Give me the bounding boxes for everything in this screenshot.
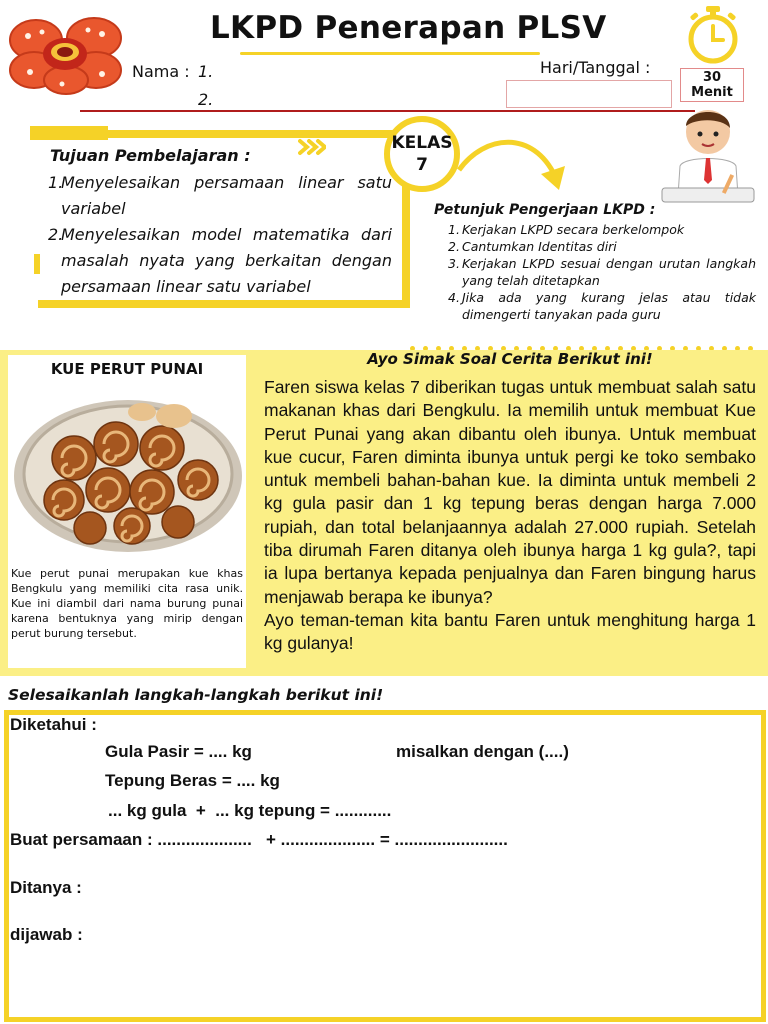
class-badge-label: KELAS <box>391 133 453 153</box>
goal-item <box>48 170 392 222</box>
goal-text: Menyelesaikan persamaan linear satu variabel <box>61 173 392 218</box>
goals-frame-tick <box>34 254 40 274</box>
instruction-number: 2. <box>448 239 460 254</box>
instruction-text: Kerjakan LKPD secara berkelompok <box>462 222 685 237</box>
known-label: Diketahui : <box>10 715 97 734</box>
goals-list <box>48 170 392 300</box>
sum-line: ... kg gula + ... kg tepung = ............ <box>108 801 392 820</box>
timer-unit: Menit <box>691 85 733 100</box>
name-line-2: 2. <box>198 90 214 109</box>
goal-number: 2. <box>48 225 64 244</box>
class-badge-number: 7 <box>416 155 428 175</box>
instruction-text: Kerjakan LKPD sesuai dengan urutan langkah yang telah ditetapkan <box>462 256 756 288</box>
flour-line: Tepung Beras = .... kg <box>105 771 280 790</box>
timer-badge <box>680 68 744 102</box>
instruction-number: 1. <box>448 222 460 237</box>
cake-basket-image <box>12 388 244 554</box>
steps-heading: Selesaikanlah langkah-langkah berikut ini! <box>8 686 384 704</box>
instruction-item <box>448 221 756 238</box>
page-title: LKPD Penerapan PLSV <box>210 10 607 46</box>
date-field[interactable] <box>506 80 672 108</box>
goals-frame-accent <box>30 126 108 140</box>
instruction-number: 3. <box>448 256 460 271</box>
story-paragraph: Faren siswa kelas 7 diberikan tugas untuk membuat salah satu makanan khas dari Bengkulu. Ia memilih untuk membuat Kue Perut Punai yang akan dibantu oleh ibunya. Untuk membuat kue cucur, Faren diminta ibunya untuk pergi ke toko sembako untuk membeli bahan-bahan kue. Ia diminta untuk membeli 2 kg gula pasir dan 1 kg tepung beras dengan harga 7.000 rupiah, dan total belanjaannya adalah 27.000 rupiah. Setelah tiba dirumah Faren ditanya oleh ibunya harga 1 kg gula?, tapi ia lupa bertanya kepada penjualnya dan Faren bingung harus menjawab berapa ke ibunya? <box>264 377 756 607</box>
story-text <box>264 376 756 656</box>
instruction-item <box>448 255 756 289</box>
instructions-list <box>448 221 756 323</box>
date-label: Hari/Tanggal : <box>540 58 651 77</box>
sugar-variable-note: misalkan dengan (....) <box>396 742 569 761</box>
instruction-text: Jika ada yang kurang jelas atau tidak dimengerti tanyakan pada guru <box>462 290 756 322</box>
class-badge <box>384 116 460 192</box>
rafflesia-flower-image <box>6 10 124 96</box>
name-line-1: 1. <box>198 62 214 81</box>
story-heading: Ayo Simak Soal Cerita Berikut ini! <box>367 350 653 368</box>
cake-description: Kue perut punai merupakan kue khas Bengkulu yang memiliki cita rasa unik. Kue ini diambil dari nama burung punai karena bentuknya yang mirip dengan perut burung tersebut. <box>11 567 243 640</box>
instruction-number: 4. <box>448 290 460 305</box>
name-label: Nama : <box>132 62 190 81</box>
instruction-item <box>448 238 756 255</box>
goal-item <box>48 222 392 300</box>
goal-text: Menyelesaikan model matematika dari masalah nyata yang berkaitan dengan persamaan linear satu variabel <box>61 225 392 296</box>
goals-title: Tujuan Pembelajaran : <box>50 146 251 165</box>
student-writing-illustration <box>656 104 760 206</box>
title-underline <box>240 52 540 55</box>
answer-label: dijawab : <box>10 925 83 944</box>
curved-arrow-icon <box>455 130 570 200</box>
timer-value: 30 <box>702 70 722 85</box>
double-arrow-icon <box>298 138 326 156</box>
stopwatch-icon <box>684 4 742 64</box>
sugar-line: Gula Pasir = .... kg <box>105 742 252 761</box>
goal-number: 1. <box>48 173 64 192</box>
cake-card-title: KUE PERUT PUNAI <box>50 360 204 378</box>
header-divider <box>80 110 695 112</box>
equation-line: Buat persamaan : .................... + .................... = ........................ <box>10 830 508 849</box>
instruction-text: Cantumkan Identitas diri <box>462 239 617 254</box>
instructions-title: Petunjuk Pengerjaan LKPD : <box>434 202 656 218</box>
instruction-item <box>448 289 756 323</box>
asked-label: Ditanya : <box>10 878 82 897</box>
story-closing: Ayo teman-teman kita bantu Faren untuk menghitung harga 1 kg gulanya! <box>264 609 756 654</box>
dotted-divider <box>410 336 766 342</box>
